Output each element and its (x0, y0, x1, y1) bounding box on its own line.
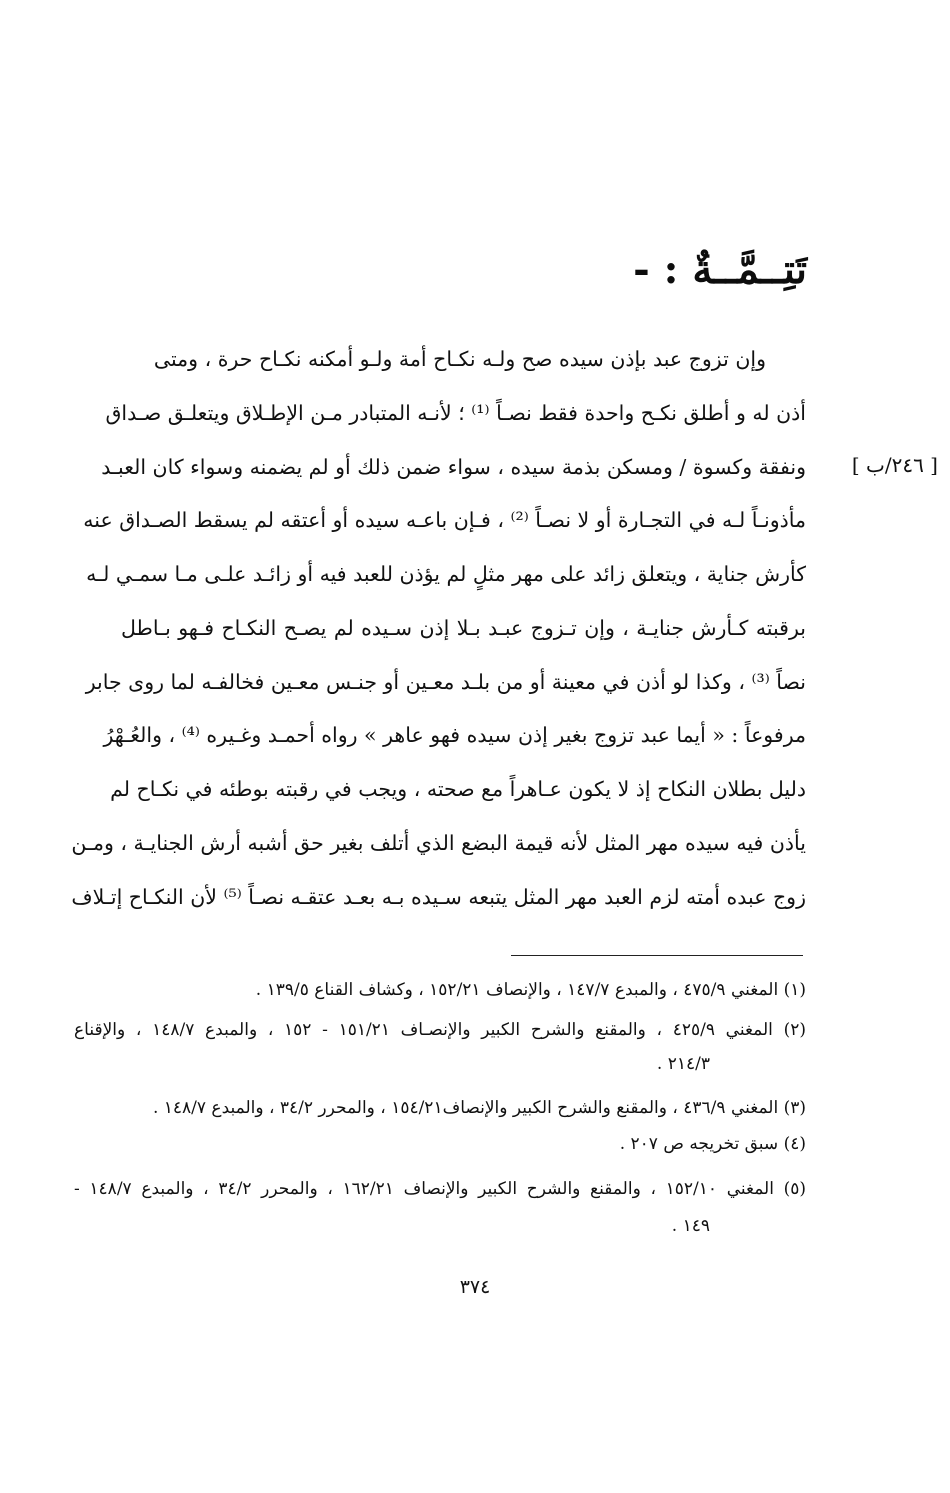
body-text-line: مأذونـاً لـه في التجـارة أو لا نصـاً ⁽²⁾ ، فـإن باعـه سيده أو أعتقه لم يسقط الصـداق عنه (83, 508, 806, 532)
footnote-2: (٢) المغني ٤٢٥/٩ ، والمقنع والشرح الكبير والإنصـاف ١٥١/٢١ - ١٥٢ ، والمبدع ١٤٨/٧ ، والإقناع (74, 1020, 806, 1040)
footnote-3: (٣) المغني ٤٣٦/٩ ، والمقنع والشرح الكبير والإنصاف١٥٤/٢١ ، والمحرر ٣٤/٢ ، والمبدع ١٤٨/٧ . (152, 1098, 806, 1118)
footnote-separator (511, 955, 803, 956)
body-text-line: دليل بطلان النكاح إذ لا يكون عـاهراً مع صحته ، ويجب في رقبته بوطئه في نكـاح لم (110, 777, 806, 801)
body-text-line: نصاً ⁽³⁾ ، وكذا لو أذن في معينة أو من بلـد معـين أو جنـس معـين فخالفـه لما روى جابر (85, 670, 806, 694)
body-text-line: زوج عبده أمته لزم العبد مهر المثل يتبعه سـيده بـه بعـد عتقـه نصـاً ⁽⁵⁾ لأن النكـاح إتـلاف (71, 885, 806, 909)
footnote-1: (١) المغني ٤٧٥/٩ ، والمبدع ١٤٧/٧ ، والإنصاف ١٥٢/٢١ ، وكشاف القناع ١٣٩/٥ . (255, 980, 806, 1000)
body-text-line: كأرش جناية ، ويتعلق زائد على مهر مثلٍ لم يؤذن للعبد فيه أو زائـد علـى مـا سمـي لـه (86, 562, 806, 586)
body-text-line: مرفوعاً : « أيما عبد تزوج بغير إذن سيده فهو عاهر » رواه أحمـد وغـيره ⁽⁴⁾ ، والعُـهْرُ (103, 723, 806, 747)
manuscript-folio-marker: [ ٢٤٦/ب ] (851, 453, 938, 477)
page-number: ٣٧٤ (459, 1276, 491, 1298)
footnote-5-continuation: ١٤٩ . (671, 1216, 710, 1236)
body-text-line: برقبته كـأرش جنايـة ، وإن تـزوج عبـد بـلا إذن سـيده لم يصـح النكـاح فـهو بـاطل (121, 616, 806, 640)
section-heading: تَتِــمَّــةٌ : - (633, 246, 807, 293)
body-text-line: أذن له و أطلق نكـح واحدة فقط نصـاً ⁽¹⁾ ؛ لأنـه المتبادر مـن الإطـلاق ويتعلـق صـداق (105, 401, 806, 425)
body-text-line: ونفقة وكسوة / ومسكن بذمة سيده ، سواء ضمن ذلك أو لم يضمنه وسواء كان العبـد (101, 455, 806, 479)
footnote-5: (٥) المغني ١٥٢/١٠ ، والمقنع والشرح الكبير والإنصاف ١٦٢/٢١ ، والمحرر ٣٤/٢ ، والمبدع ١٤٨/٧ - (74, 1179, 807, 1199)
footnote-2-continuation: ٢١٤/٣ . (656, 1054, 710, 1074)
body-text-line: يأذن فيه سيده مهر المثل لأنه قيمة البضع الذي أتلف بغير حق أشبه أرش الجنايـة ، ومـن (71, 831, 806, 855)
body-text-line: وإن تزوج عبد بإذن سيده صح ولـه نكـاح أمة ولـو أمكنه نكـاح حرة ، ومتى (153, 347, 766, 371)
footnote-4: (٤) سبق تخريجه ص ٢٠٧ . (619, 1134, 806, 1154)
